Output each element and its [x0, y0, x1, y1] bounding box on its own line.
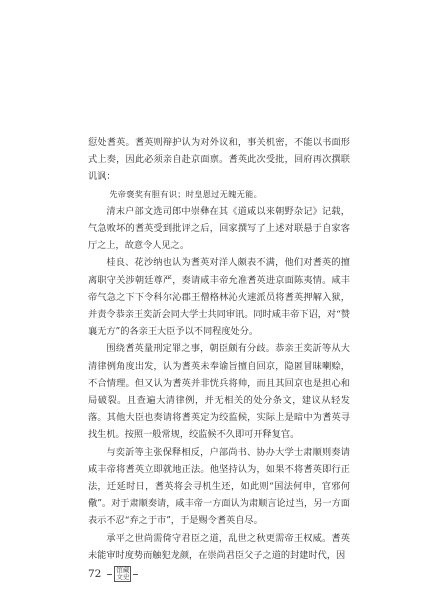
paragraph-6: 与奕訢等主张保释相反，户部尚书、协办大学士肃顺则奏请咸丰帝将耆英立即就地正法。他坚持认为，如果不将耆英即行正法，迁延时日，耆英将会寻机生还，如此则“国法何申，官邪何儆”。对于肃顺奏请，咸丰帝一方面认为肃顺言论过当，另一方面表示不忍“弃之于市”，于是赐令耆英自尽。: [88, 446, 350, 527]
series-mark-bottom: 文史: [116, 573, 130, 581]
couplet-line: 先帝褒奖有胆有识；时皇恩过无魄无能。: [109, 188, 263, 199]
paragraph-7: 承平之世尚需倚守君臣之道，乱世之秋更需帝王权威。耆英未能审时度势而触犯龙颜，在崇尚君臣父子之道的封建时代，因: [88, 532, 350, 561]
body-text: [88, 134, 350, 564]
paragraph-5: 围绕耆英量刑定罪之事，朝臣颇有分歧。恭亲王奕訢等从大清律例角度出发，认为耆英未奉谕旨擅自回京，隐匿冒昧喇赊，不合情理。但又认为耆英并非恍兵将帅，而且其回京也是担心和局破裂。且查遍大清律例，并无相关的处分条文，建议从轻发落。其他大臣也奏请将耆英定为绞监候，实际上是暗中为耆英寻找生机。按照一般常规，绞监候不久即可开释复官。: [88, 343, 350, 441]
paragraph-1: 愆处耆英。耆英则辩护认为对外议和，事关机密，不能以书面形式上奏，因此必须亲自赴京面禀。耆英此次受批，回府再次撰联讥讽：: [88, 137, 350, 183]
page-footer: [88, 566, 138, 582]
page-number: 72: [88, 568, 102, 580]
paragraph-3: 清末户部文选司郎中崇彝在其《道咸以来朝野杂记》记载，气急败坏的耆英受到批评之后，回家撰写了上述对联悬于自家客厅之上，故意令人见之。: [88, 205, 350, 252]
series-mark-box: [114, 566, 131, 582]
paragraph-4: 桂良、花沙纳也认为耆英对洋人颇表不满，他们对耆英的擅离职守关涉朝廷尊严，奏请咸丰帝允准耆英进京面陈夷情。咸丰帝气急之下下令科尔沁郡王僧格林沁火速派员将耆英押解入狱，并责令恭亲王奕訢会同大学士共同审讯。同时咸丰帝下诏，对“赞襄无方”的各亲王大臣予以不同程度处分。: [88, 257, 350, 338]
divider: [107, 574, 112, 575]
series-mark-top: 馆藏: [116, 566, 130, 574]
divider: [133, 574, 138, 575]
series-logo: [107, 566, 138, 582]
